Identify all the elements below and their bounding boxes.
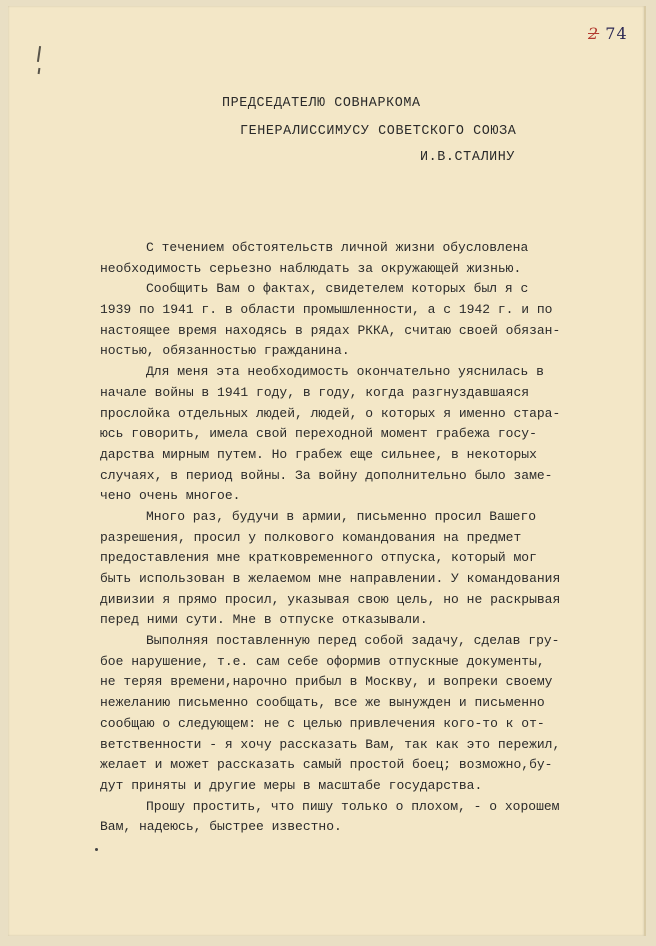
text-line: бое нарушение, т.е. сам себе оформив отпускные документы, [100, 653, 545, 669]
margin-dot [95, 848, 98, 851]
text-line: необходимость серьезно наблюдать за окружающей жизнью. [100, 260, 522, 276]
text-line: прослойка отдельных людей, людей, о которых я именно стара- [100, 405, 561, 421]
text-line: дут приняты и другие меры в масштабе государства. [100, 777, 483, 793]
text-line: начале войны в 1941 году, в году, когда разгнуздавшаяся [100, 384, 530, 400]
text-line: 1939 по 1941 г. в области промышленности, а с 1942 г. и по [100, 302, 553, 318]
text-line: ветственности - я хочу рассказать Вам, так как это пережил, [100, 736, 561, 752]
text-line: дарства мирным путем. Но грабеж еще сильнее, в некоторых [100, 446, 537, 462]
text-line: ностью, обязанностью гражданина. [100, 343, 350, 359]
text-line: предоставления мне кратковременного отпуска, который мог [100, 550, 537, 566]
text-line: разрешения, просил у полкового командования на предмет [100, 529, 522, 545]
text-line: сообщаю о следующем: не с целью привлечения кого-то к от- [100, 715, 545, 731]
text-line: не теряя времени,нарочно прибыл в Москву, и вопреки своему [100, 674, 553, 690]
text-line: юсь говорить, имела свой переходной момент грабежа госу- [100, 426, 537, 442]
text-line: Для меня эта необходимость окончательно уяснилась в [146, 364, 544, 380]
margin-mark [38, 68, 41, 74]
text-line: случаях, в период войны. За войну дополнительно было заме- [100, 467, 553, 483]
text-line: дивизии я прямо просил, указывая свою цель, но не раскрывая [100, 591, 561, 607]
text-line: Прошу простить, что пишу только о плохом, - о хорошем [146, 798, 560, 814]
text-line: С течением обстоятельств личной жизни обусловлена [146, 240, 529, 255]
text-line: желает и может рассказать самый простой боец; возможно,бу- [100, 757, 553, 773]
text-line: Сообщить Вам о фактах, свидетелем которых был я с [146, 281, 529, 297]
addressee-line-1: ПРЕДСЕДАТЕЛЮ СОВНАРКОМА [222, 96, 421, 111]
letter-body [100, 238, 620, 838]
archive-page-number [588, 24, 628, 43]
text-line: перед ними сути. Мне в отпуске отказывали. [100, 612, 428, 628]
text-line: Много раз, будучи в армии, письменно просил Вашего [146, 508, 537, 524]
struck-page-number: 2 [588, 24, 600, 43]
addressee-line-3: И.В.СТАЛИНУ [420, 150, 515, 165]
text-line: нежеланию письменно сообщать, все же вынужден и письменно [100, 695, 545, 711]
text-line: настоящее время находясь в рядах РККА, считаю своей обязан- [100, 322, 561, 338]
current-page-number: 74 [605, 24, 628, 43]
text-line: быть использован в желаемом мне направлении. У командования [100, 571, 561, 586]
text-line: Выполняя поставленную перед собой задачу, сделав гру- [146, 633, 560, 649]
margin-mark [37, 46, 41, 62]
text-line: чено очень многое. [100, 488, 241, 504]
text-line: Вам, надеюсь, быстрее известно. [100, 819, 342, 835]
addressee-line-2: ГЕНЕРАЛИССИМУСУ СОВЕТСКОГО СОЮЗА [240, 124, 517, 139]
